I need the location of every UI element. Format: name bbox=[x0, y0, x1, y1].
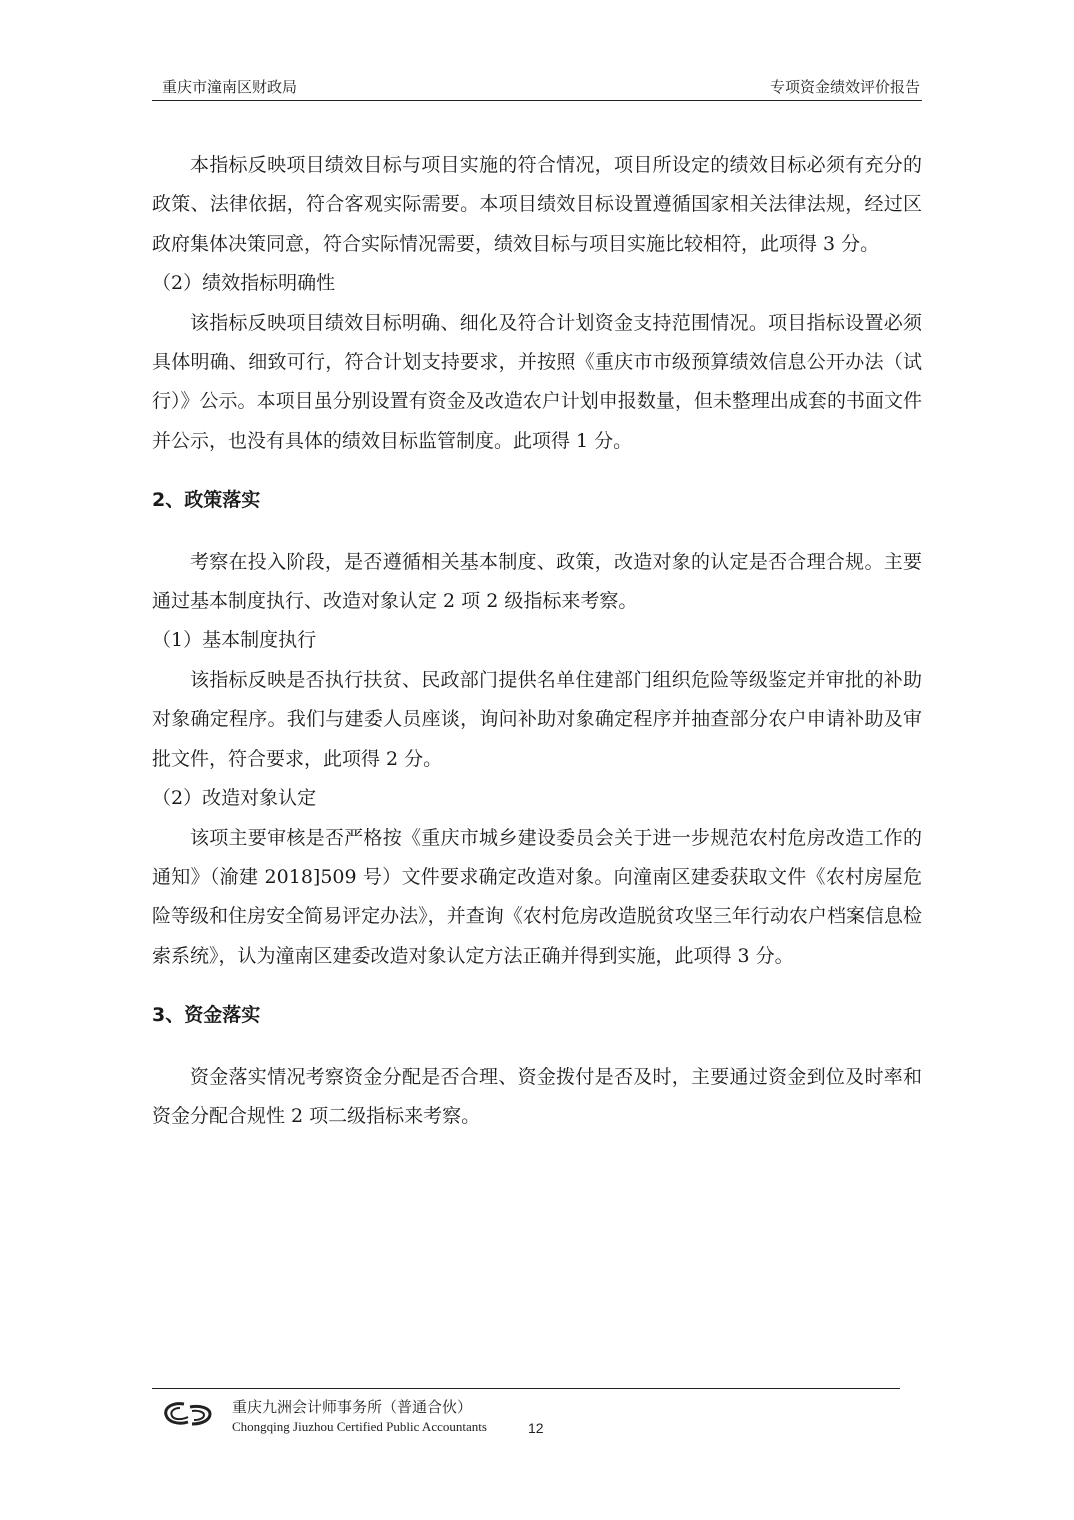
paragraph: 该指标反映项目绩效目标明确、细化及符合计划资金支持范围情况。项目指标设置必须具体明确、细致可行，符合计划支持要求，并按照《重庆市市级预算绩效信息公开办法（试行）》公示。本项目虽分别设置有资金及改造农户计划申报数量，但未整理出成套的书面文件并公示，也没有具体的绩效目标监管制度。此项得 1 分。 bbox=[152, 311, 922, 452]
page-header bbox=[152, 74, 922, 101]
section-heading: 3、资金落实 bbox=[152, 1004, 261, 1027]
section-heading: 2、政策落实 bbox=[152, 489, 261, 512]
document-body bbox=[152, 146, 922, 1136]
footer-divider bbox=[152, 1388, 900, 1389]
jiuzhou-logo-icon bbox=[160, 1398, 218, 1430]
header-left-text: 重庆市潼南区财政局 bbox=[162, 78, 298, 96]
paragraph: 该项主要审核是否严格按《重庆市城乡建设委员会关于进一步规范农村危房改造工作的通知》（渝建 2018]509 号）文件要求确定改造对象。向潼南区建委获取文件《农村房屋危险等级和住房安全简易评定办法》，并查询《农村危房改造脱贫攻坚三年行动农户档案信息检索系统》，认为潼南区建委改造对象认定方法正确并得到实施，此项得 3 分。 bbox=[152, 826, 922, 967]
subheading: （2）改造对象认定 bbox=[152, 787, 317, 810]
paragraph: 考察在投入阶段，是否遵循相关基本制度、政策，改造对象的认定是否合理合规。主要通过基本制度执行、改造对象认定 2 项 2 级指标来考察。 bbox=[152, 550, 922, 613]
paragraph: 资金落实情况考察资金分配是否合理、资金拨付是否及时，主要通过资金到位及时率和资金分配合规性 2 项二级指标来考察。 bbox=[152, 1065, 922, 1127]
page-number: 12 bbox=[528, 1420, 544, 1436]
subheading: （1）基本制度执行 bbox=[152, 629, 317, 652]
header-right-text: 专项资金绩效评价报告 bbox=[769, 78, 920, 96]
footer-firm-name-en: Chongqing Jiuzhou Certified Public Accountants bbox=[232, 1419, 487, 1434]
paragraph: 该指标反映是否执行扶贫、民政部门提供名单住建部门组织危险等级鉴定并审批的补助对象确定程序。我们与建委人员座谈，询问补助对象确定程序并抽查部分农户申请补助及审批文件，符合要求，此项得 2 分。 bbox=[152, 668, 922, 770]
paragraph: 本指标反映项目绩效目标与项目实施的符合情况，项目所设定的绩效目标必须有充分的政策、法律依据，符合客观实际需要。本项目绩效目标设置遵循国家相关法律法规，经过区政府集体决策同意，符合实际情况需要，绩效目标与项目实施比较相符，此项得 3 分。 bbox=[152, 154, 922, 255]
footer-firm-name-cn: 重庆九洲会计师事务所（普通合伙） bbox=[232, 1398, 473, 1416]
subheading: （2）绩效指标明确性 bbox=[152, 272, 336, 295]
